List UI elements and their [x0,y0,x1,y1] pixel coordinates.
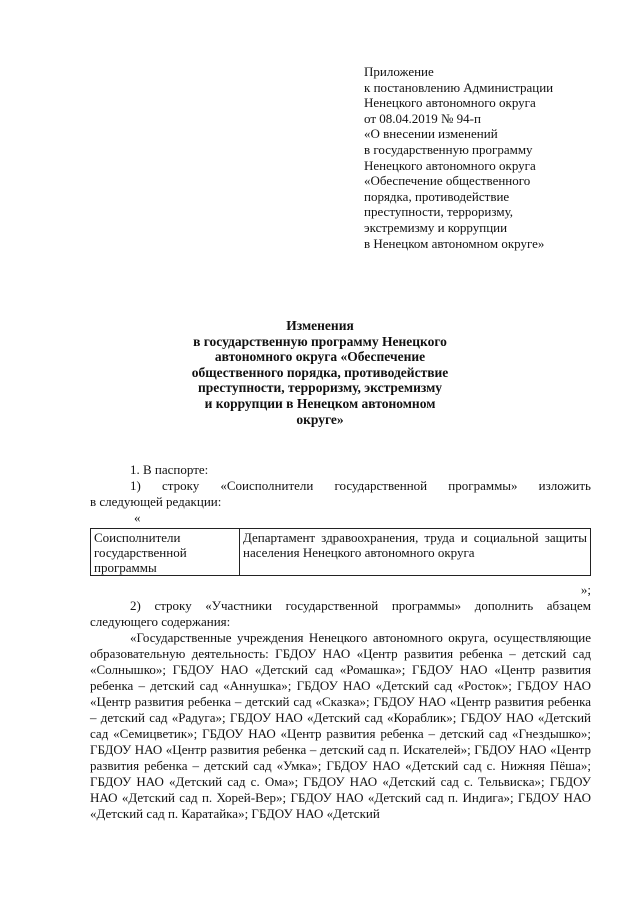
appendix-line: экстремизму и коррупции [364,219,508,235]
title-line: и коррупции в Ненецком автономном [204,395,436,411]
appendix-line: преступности, терроризму, [364,204,514,220]
table-cell-value: Департамент здравоохранения, труда и социальной защиты населения Ненецкого автономного округа [240,529,591,576]
open-quote: « [134,510,141,525]
table-cell-label: Соисполнители государственной программы [91,529,240,576]
item-1-heading: 1. В паспорте: [130,462,209,477]
appendix-line: порядка, противодействие [364,188,510,204]
document-body [90,462,591,822]
appendix-line: Приложение [364,64,434,79]
appendix-line: Ненецкого автономного округа [364,157,536,173]
coexecutors-table [90,528,591,576]
title-line: преступности, терроризму, экстремизму [197,380,443,396]
document-title [140,318,500,427]
close-quote: »; [580,582,591,597]
item-1-1-line2: в следующей редакции: [90,494,222,509]
appendix-line: «Обеспечение общественного [364,173,531,189]
item-1-2-content: «Государственные учреждения Ненецкого автономного округа, осуществляющие образовательную деятельность: ГБДОУ НАО «Центр развития ребенка – детский сад «Солнышко»; ГБДОУ НАО «Детский сад «Ромашка»; ГБДОУ НАО «Центр развития ребенка – детский сад «Аннушка»; ГБДОУ НАО «Детский сад «Росток»; ГБДОУ НАО «Центр развития ребенка – детский сад «Сказка»; ГБДОУ НАО «Центр развития ребенка – детский сад «Радуга»; ГБДОУ НАО «Детский сад «Кораблик»; ГБДОУ НАО «Детский сад «Семицветик»; ГБДОУ НАО «Центр развития ребенка – детский сад «Гнездышко»; ГБДОУ НАО «Центр развития ребенка – детский сад п. Искателей»; ГБДОУ НАО «Центр развития ребенка – детский сад «Умка»; ГБДОУ НАО «Детский сад с. Нижняя Пёша»; ГБДОУ НАО «Детский сад с. Ома»; ГБДОУ НАО «Детский сад с. Тельвиска»; ГБДОУ НАО «Детский сад п. Хорей-Вер»; ГБДОУ НАО «Детский сад п. Индига»; ГБДОУ НАО «Детский сад п. Каратайка»; ГБДОУ НАО «Детский [90,630,591,821]
item-1-2: 2) строку «Участники государственной программы» дополнить абзацем следующего содержания: [90,598,591,629]
appendix-line: в государственную программу [364,141,533,157]
table-row [91,529,591,576]
title-line: в государственную программу Ненецкого [193,333,447,349]
appendix-line: Ненецкого автономного округа [364,95,536,111]
title-line: Изменения [286,318,354,333]
appendix-line: «О внесении изменений [364,126,498,142]
appendix-line: в Ненецком автономном округе» [364,235,545,251]
appendix-line: от 08.04.2019 № 94-п [364,110,481,126]
title-line: автономного округа «Обеспечение [214,349,426,365]
appendix-line: к постановлению Администрации [364,79,554,95]
appendix-block [364,64,614,251]
item-1-1-line1: 1) строку «Соисполнители государственной программы» изложить [130,478,591,493]
title-line: общественного порядка, противодействие [191,364,449,380]
title-line: округе» [296,411,344,427]
